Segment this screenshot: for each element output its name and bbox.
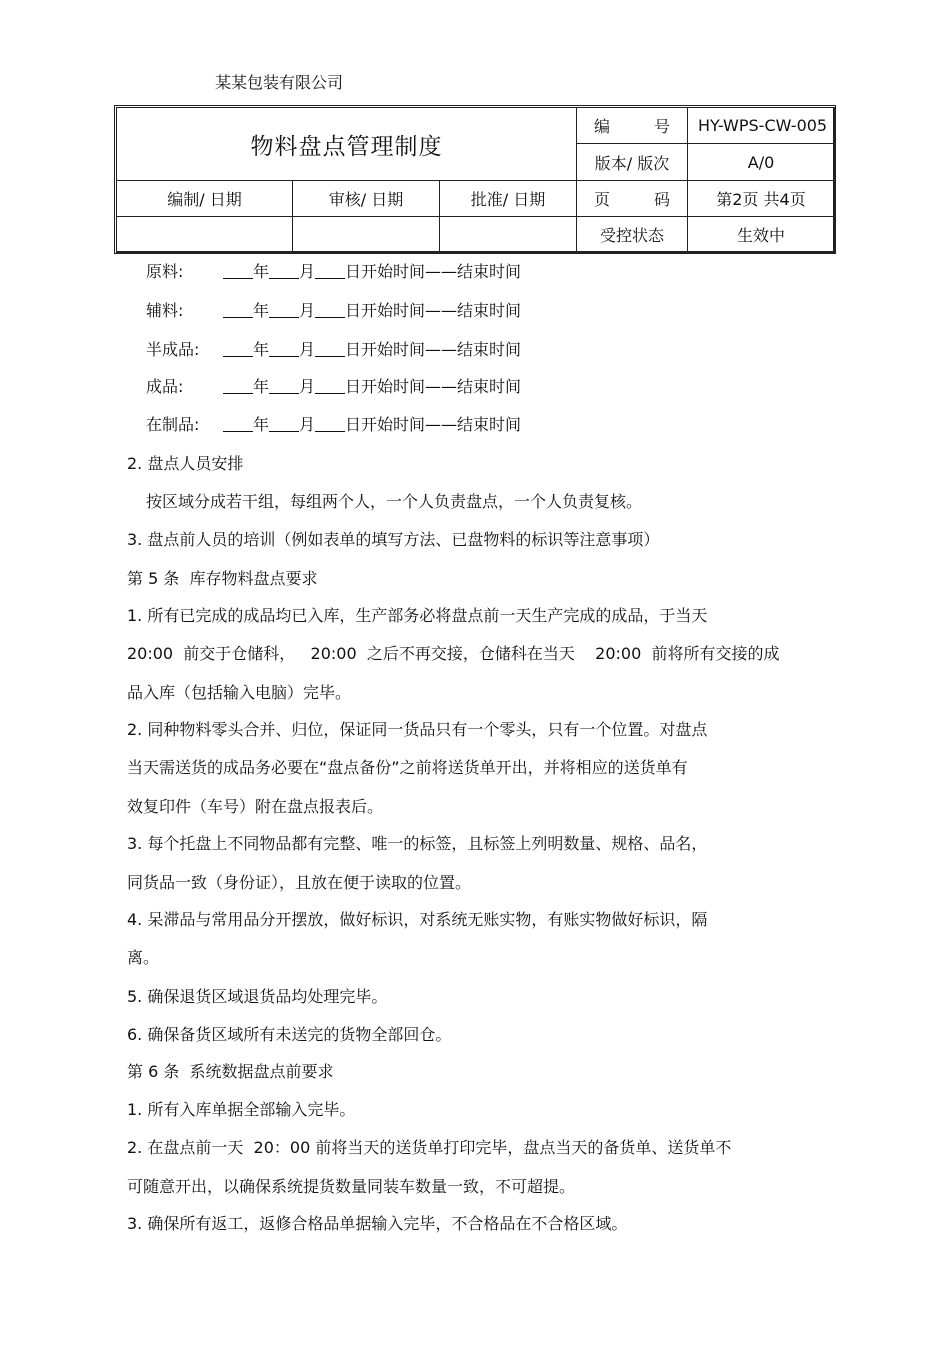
page-value: 第2页 共4页 — [688, 181, 835, 217]
page-label — [577, 181, 688, 217]
fill-in-blank — [223, 301, 253, 318]
fill-in-blank — [269, 377, 299, 394]
body-line: 按区域分成若干组，每组两个人，一个人负责盘点，一个人负责复核。 — [146, 492, 643, 511]
fill-in-blank — [223, 377, 253, 394]
prepared-by-label: 编制/ 日期 — [117, 181, 293, 217]
fill-in-blank — [269, 262, 299, 279]
approved-by-label: 批准/ 日期 — [440, 181, 577, 217]
body-line: 离。 — [127, 948, 160, 967]
body-line: 可随意开出，以确保系统提货数量同装车数量一致，不可超提。 — [127, 1177, 576, 1196]
approved-by-blank — [440, 217, 577, 253]
schedule-row — [146, 415, 521, 435]
version-value: A/0 — [688, 144, 835, 181]
schedule-text: 月 — [299, 377, 316, 396]
fill-in-blank — [315, 262, 345, 279]
reviewed-by-blank — [293, 217, 440, 253]
body-line: 20:00 前交于仓储科， 20:00 之后不再交接，仓储科在当天 20:00 前将所有交接的成 — [127, 644, 780, 663]
schedule-text: 日开始时间——结束时间 — [345, 301, 522, 320]
schedule-label: 原料: — [146, 262, 184, 281]
prepared-by-blank — [117, 217, 293, 253]
schedule-label: 在制品: — [146, 415, 200, 434]
schedule-text: 日开始时间——结束时间 — [345, 377, 522, 396]
company-name: 某某包装有限公司 — [215, 73, 344, 92]
body-line: 2. 在盘点前一天 20：00 前将当天的送货单打印完毕，盘点当天的备货单、送货单不 — [127, 1138, 732, 1157]
body-line: 当天需送货的成品务必要在“盘点备份”之前将送货单开出，并将相应的送货单有 — [127, 758, 688, 777]
document-number: HY-WPS-CW-005 — [688, 108, 835, 144]
fill-in-blank — [269, 415, 299, 432]
schedule-text: 月 — [299, 262, 316, 281]
fill-in-blank — [315, 301, 345, 318]
schedule-label: 成品: — [146, 377, 184, 396]
fill-in-blank — [223, 415, 253, 432]
body-line: 6. 确保备货区域所有未送完的货物全部回仓。 — [127, 1025, 452, 1044]
fill-in-blank — [223, 340, 253, 357]
reviewed-by-label: 审核/ 日期 — [293, 181, 440, 217]
schedule-text: 年 — [253, 301, 270, 320]
number-label — [577, 108, 688, 144]
schedule-text: 年 — [253, 415, 270, 434]
fill-in-blank — [315, 340, 345, 357]
schedule-text: 年 — [253, 262, 270, 281]
body-line: 2. 同种物料零头合并、归位，保证同一货品只有一个零头，只有一个位置。对盘点 — [127, 720, 708, 739]
schedule-row — [146, 301, 521, 321]
schedule-text: 月 — [299, 301, 316, 320]
body-line: 品入库（包括输入电脑）完毕。 — [127, 683, 352, 702]
schedule-text: 日开始时间——结束时间 — [345, 340, 522, 359]
fill-in-blank — [315, 415, 345, 432]
schedule-row — [146, 340, 521, 360]
fill-in-blank — [269, 301, 299, 318]
body-line: 同货品一致（身份证），且放在便于读取的位置。 — [127, 873, 472, 892]
body-line: 第 5 条 库存物料盘点要求 — [127, 569, 318, 588]
schedule-text: 年 — [253, 340, 270, 359]
body-line: 3. 盘点前人员的培训（例如表单的填写方法、已盘物料的标识等注意事项） — [127, 530, 660, 549]
control-status-label: 受控状态 — [577, 217, 688, 253]
body-line: 效复印件（车号）附在盘点报表后。 — [127, 797, 384, 816]
number-label-b: 号 — [654, 117, 671, 136]
document-header-table — [116, 107, 835, 253]
body-line: 5. 确保退货区域退货品均处理完毕。 — [127, 987, 388, 1006]
schedule-row — [146, 262, 521, 282]
schedule-text: 月 — [299, 340, 316, 359]
document-title: 物料盘点管理制度 — [117, 108, 577, 181]
body-line: 4. 呆滞品与常用品分开摆放，做好标识，对系统无账实物，有账实物做好标识，隔 — [127, 910, 708, 929]
fill-in-blank — [315, 377, 345, 394]
body-line: 第 6 条 系统数据盘点前要求 — [127, 1062, 334, 1081]
body-line: 3. 确保所有返工，返修合格品单据输入完毕，不合格品在不合格区域。 — [127, 1214, 628, 1233]
schedule-text: 日开始时间——结束时间 — [345, 415, 522, 434]
version-label: 版本/ 版次 — [577, 144, 688, 181]
schedule-text: 月 — [299, 415, 316, 434]
body-line: 2. 盘点人员安排 — [127, 454, 244, 473]
schedule-text: 年 — [253, 377, 270, 396]
number-label-a: 编 — [594, 117, 611, 136]
page-label-a: 页 — [594, 190, 611, 209]
schedule-label: 半成品: — [146, 340, 200, 359]
body-line: 1. 所有已完成的成品均已入库，生产部务必将盘点前一天生产完成的成品，于当天 — [127, 606, 708, 625]
fill-in-blank — [269, 340, 299, 357]
body-line: 3. 每个托盘上不同物品都有完整、唯一的标签，且标签上列明数量、规格、品名， — [127, 834, 708, 853]
body-line: 1. 所有入库单据全部输入完毕。 — [127, 1100, 356, 1119]
control-status-value: 生效中 — [688, 217, 835, 253]
schedule-text: 日开始时间——结束时间 — [345, 262, 522, 281]
schedule-label: 辅料: — [146, 301, 184, 320]
fill-in-blank — [223, 262, 253, 279]
schedule-row — [146, 377, 521, 397]
page-label-b: 码 — [654, 190, 671, 209]
